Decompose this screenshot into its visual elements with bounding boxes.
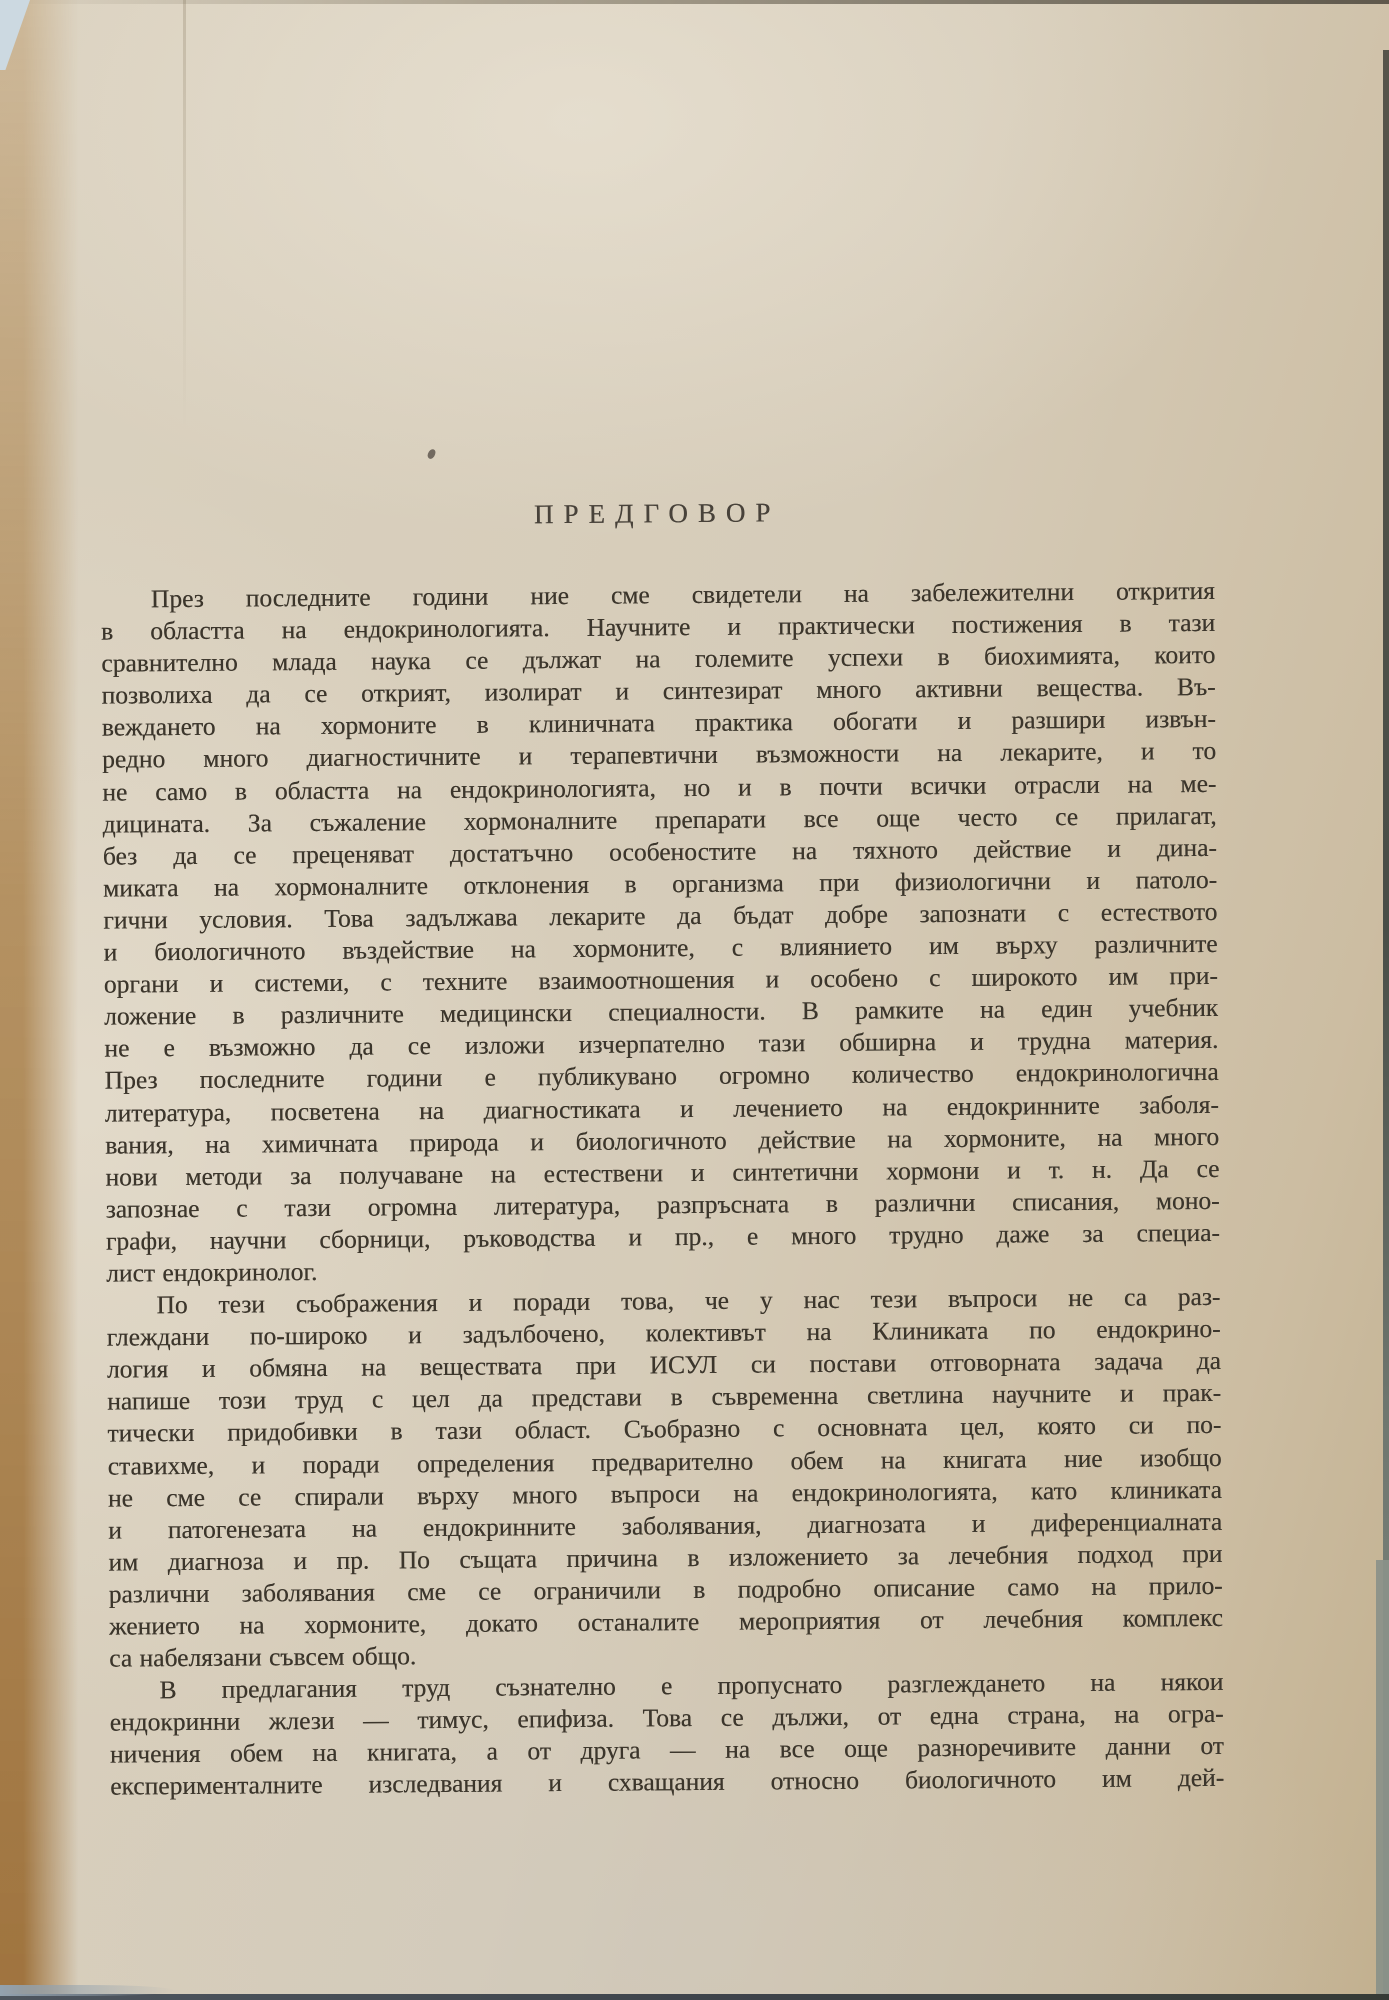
page-title: ПРЕДГОВОР: [533, 497, 781, 530]
text-line: сравнително млада наука се дължат на големите успехи в биохимията, които: [101, 640, 1216, 678]
preface-text: [101, 575, 1225, 1803]
text-line: напише този труд с цел да представи в съвременна светлина научните и прак-: [107, 1378, 1222, 1416]
text-line: миката на хормоналните отклонения в организма при физиологични и патоло-: [102, 864, 1218, 903]
paragraph: [109, 1666, 1224, 1803]
text-line: В предлагания труд съзнателно е пропуснато разглеждането на някои: [159, 1667, 1224, 1705]
text-line: жението на хормоните, докато останалите мероприятия от лечебния комплекс: [108, 1602, 1223, 1641]
paragraph: [101, 575, 1221, 1290]
paragraph: [106, 1281, 1223, 1675]
text-line: литература, посветена на диагностиката и лечението на ендокринните заболя-: [104, 1089, 1219, 1128]
text-line: лист ендокринолог.: [106, 1256, 318, 1288]
text-line: гични условия. Това задължава лекарите да бъдат добре запознати с естеството: [103, 896, 1218, 935]
text-line: ендокринни жлези — тимус, епифиза. Това се дължи, от една страна, на огра-: [109, 1699, 1224, 1737]
text-line: не сме се спирали върху много въпроси на ендокринологията, като клиниката: [107, 1474, 1222, 1513]
text-line: През последните години е публикувано огромно количество ендокринологична: [104, 1057, 1219, 1096]
text-line: дицината. За съжаление хормоналните препарати все още често се прилагат,: [102, 800, 1217, 839]
text-line: експерименталните изследвания и схващания относно биологичното им дей-: [110, 1763, 1225, 1802]
text-line: вания, на химичната природа и биологичното действие на хормоните, на много: [105, 1121, 1220, 1160]
text-line: са набелязани съвсем общо.: [109, 1641, 417, 1673]
text-line: ложение в различните медицински специалности. В рамките на един учебник: [103, 993, 1219, 1031]
text-line: логия и обмяна на веществата при ИСУЛ си постави отговорната задача да: [106, 1346, 1221, 1384]
text-line: През последните години ние сме свидетели на забележителни открития: [150, 575, 1215, 614]
text-line: не е възможно да се изложи изчерпателно тази обширна и трудна материя.: [104, 1025, 1219, 1063]
text-line: ничения обем на книгата, а от друга — на все още разноречивите данни от: [109, 1731, 1224, 1769]
text-line: запознае с тази огромна литература, разпръсната в различни списания, моно-: [105, 1185, 1220, 1224]
text-line: без да се преценяват достатъчно особеностите на тяхното действие и дина-: [102, 832, 1217, 871]
text-line: и патогенезата на ендокринните заболявания, диагнозата и диференциалната: [108, 1506, 1223, 1545]
text-line: позволиха да се открият, изолират и синтезират много активни вещества. Въ-: [101, 672, 1216, 710]
text-line: органи и системи, с техните взаимоотношения и особено с широкото им при-: [103, 961, 1218, 999]
text-line: нови методи за получаване на естествени и синтетични хормони и т. н. Да се: [105, 1153, 1220, 1192]
text-line: в областта на ендокринологията. Научните и практически постижения в тази: [100, 607, 1216, 646]
text-line: им диагноза и пр. По същата причина в изложението за лечебния подход при: [108, 1538, 1223, 1577]
text-line: графи, научни сборници, ръководства и пр., е много трудно даже за специа-: [105, 1217, 1220, 1256]
text-line: тически придобивки в тази област. Съобразно с основната цел, която си по-: [107, 1410, 1222, 1449]
text-line: различни заболявания сме се ограничили в подробно описание само на прило-: [108, 1570, 1223, 1609]
text-line: редно много диагностичните и терапевтични възможности на лекарите, и то: [101, 736, 1217, 775]
text-line: и биологичното въздействие на хормоните, с влиянието им върху различните: [103, 928, 1218, 967]
text-line: По тези съображения и поради това, че у нас тези въпроси не са раз-: [156, 1281, 1221, 1320]
text-line: глеждани по-широко и задълбочено, колективът на Клиниката по ендокрино-: [106, 1314, 1221, 1352]
text-line: не само в областта на ендокринологията, но и в почти всички отрасли на ме-: [102, 768, 1217, 807]
text-line: ставихме, и поради определения предварително обем на книгата ние изобщо: [107, 1442, 1222, 1481]
text-line: веждането на хормоните в клиничната практика обогати и разшири извън-: [101, 704, 1216, 743]
